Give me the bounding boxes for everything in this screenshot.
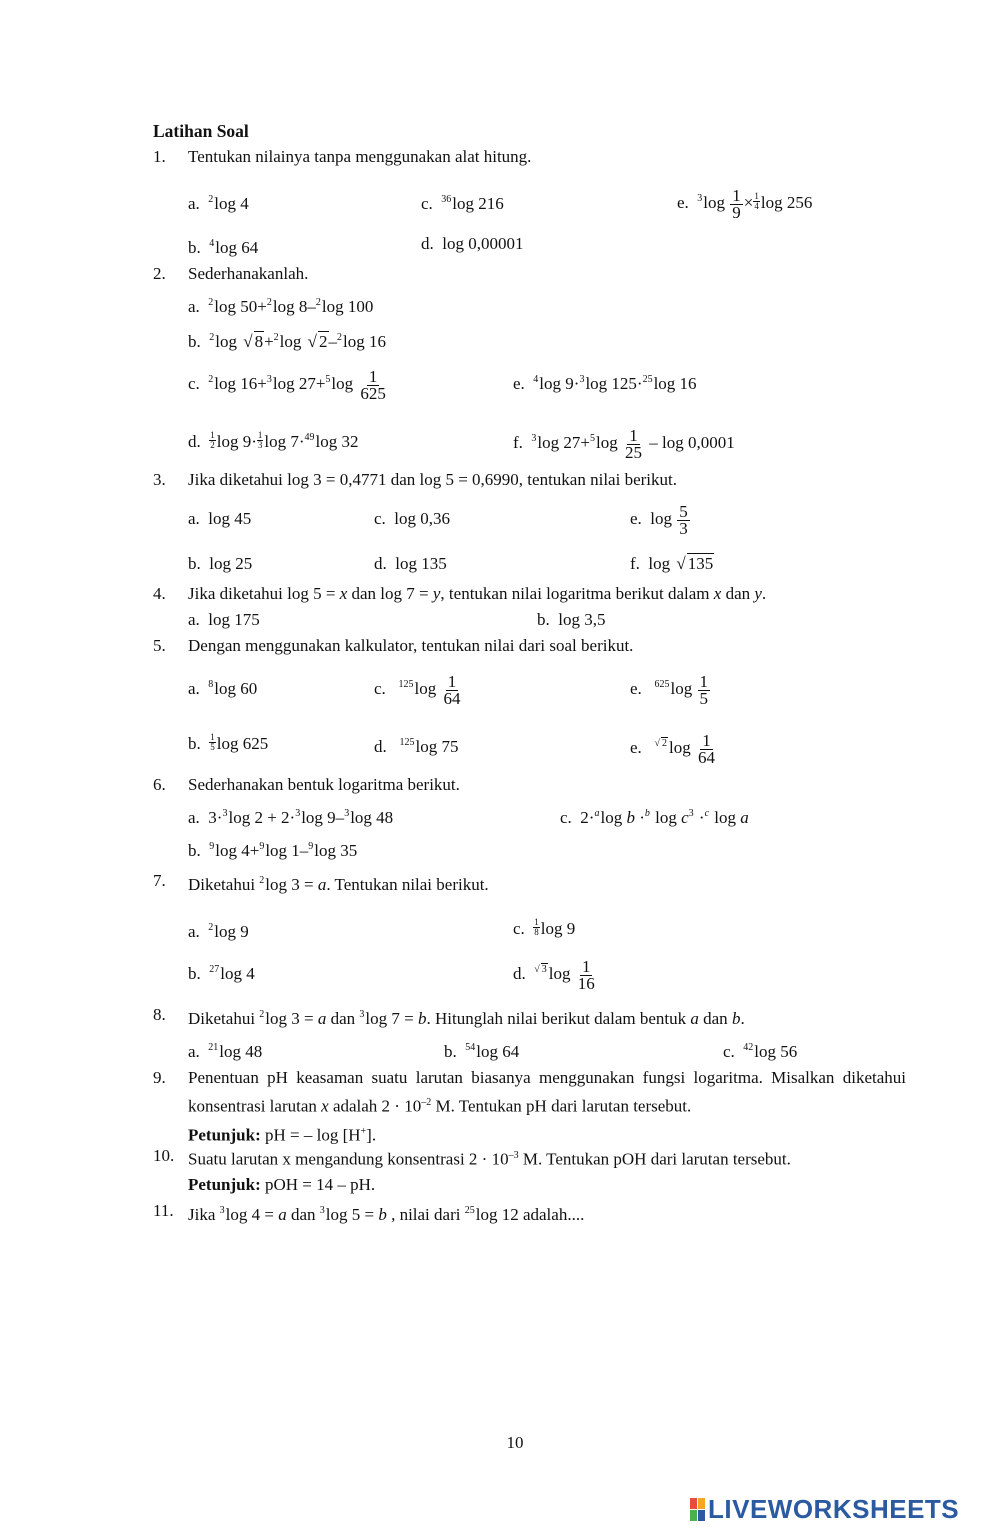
q6-b: b. $^9$log 4+$^9$log 1–$^9$log 35 xyxy=(188,841,358,860)
q2-text: Sederhanakanlah. xyxy=(188,264,309,283)
q5-e2: e. $^{√ 2}$ log $\frac{1}{64}$ xyxy=(630,730,716,767)
logo-text: LIVEWORKSHEETS xyxy=(708,1494,960,1524)
q9-number: 9. xyxy=(153,1068,166,1087)
q3-e: e. log $\frac{5}{3}$ xyxy=(630,501,688,538)
q10-text: Suatu larutan x mengandung konsentrasi $2 \cdot 10^{-3}$ M. Tentukan pOH dari larutan tersebut. Petunjuk: pOH = 14 – pH. xyxy=(188,1149,791,1194)
q1-d: d. log 0,00001 xyxy=(421,234,524,253)
q7-number: 7. xyxy=(153,871,166,890)
q1-number: 1. xyxy=(153,147,166,166)
q7-a: a. $^2$log 9 xyxy=(188,922,249,941)
q1-b: b. $^4$log 64 xyxy=(188,238,259,257)
q4-number: 4. xyxy=(153,584,166,603)
q5-text: Dengan menggunakan kalkulator, tentukan nilai dari soal berikut. xyxy=(188,636,634,655)
q10-number: 10. xyxy=(153,1146,175,1165)
q6-c: c. 2·$^a$log b ·$^b$ $\log c^3 \cdot^c$ log a xyxy=(560,808,749,827)
q3-c: c. log 0,36 xyxy=(374,509,451,528)
q5-number: 5. xyxy=(153,636,166,655)
liveworksheets-logo xyxy=(690,1494,959,1525)
q7-c: c. $\frac{1}{8}$ log 9 xyxy=(513,917,576,938)
q6-number: 6. xyxy=(153,775,166,794)
q5-a: a. $^8$log 60 xyxy=(188,679,258,698)
q1-c: c. $^{36}$log 216 xyxy=(421,194,504,213)
q1-e: e. $^3$log $\frac{1}{9}$ × $\frac{1}{4}$ log 256 xyxy=(677,185,813,222)
q3-a: a. log 45 xyxy=(188,509,252,528)
q2-c: c. $^2$log 16+$^3$log 27+$^5$log $\frac{1}{625}$ xyxy=(188,366,386,403)
q5-c: c. $^{125}$log $\frac{1}{64}$ xyxy=(374,671,461,708)
q8-a: a. $^{21}$log 48 xyxy=(188,1042,263,1061)
page-number: 10 xyxy=(506,1433,524,1452)
q11-text: Jika $^3$log 4 = a dan $^3$log 5 = b , nilai dari $^{25}$log 12 adalah.... xyxy=(188,1205,585,1224)
logo-block-2 xyxy=(698,1498,705,1509)
q2-e: e. $^4$log 9·$^3$log 125·$^{25}$log 16 xyxy=(513,374,697,393)
q8-number: 8. xyxy=(153,1005,166,1024)
q1-text: Tentukan nilainya tanpa menggunakan alat hitung. xyxy=(188,147,532,166)
q6-text: Sederhanakan bentuk logaritma berikut. xyxy=(188,775,460,794)
q2-f: f. $^3$log 27+$^5$log $\frac{1}{25}$ – log 0,0001 xyxy=(513,425,735,462)
q5-d: d. $^{125}$log 75 xyxy=(374,737,459,756)
q2-number: 2. xyxy=(153,264,166,283)
q9-text: Penentuan pH keasaman suatu larutan biasanya menggunakan fungsi logaritma. Misalkan diketahui konsentrasi larutan x adalah $2 \cdot 10^{-2}$ M. Tentukan pH dari larutan tersebut. Petunjuk: pH = – log [H+]. xyxy=(188,1068,906,1145)
q7-b: b. $^{27}$log 4 xyxy=(188,964,255,983)
q8-c: c. $^{42}$log 56 xyxy=(723,1042,798,1061)
logo-block-1 xyxy=(690,1498,697,1509)
q7-d: d. $^{√ 3}$ log $\frac{1}{16}$ xyxy=(513,956,595,993)
logo-mark-icon xyxy=(690,1498,705,1521)
q6-a: a. 3·$^3$log 2 + 2·$^3$log 9–$^3$log 48 xyxy=(188,808,394,827)
q11-number: 11. xyxy=(153,1201,174,1220)
q8-text: Diketahui $^2$log 3 = a dan $^3$log 7 = b. Hitunglah nilai berikut dalam bentuk a dan b. xyxy=(188,1009,745,1028)
q2-d: d. $\frac{1}{2}$ log 9· $\frac{1}{3}$ log 7·$^{49}$log 32 xyxy=(188,430,359,451)
q2-b: b. $^2$log √ 8+$^2$log √ 2–$^2$log 16 xyxy=(188,332,386,351)
q4-text: Jika diketahui log 5 = x dan log 7 = y, tentukan nilai logaritma berikut dalam x dan y. xyxy=(188,584,767,603)
q3-f: f. log √ 135 xyxy=(630,554,714,573)
q2-a: a. $^2$log 50+$^2$log 8–$^2$log 100 xyxy=(188,297,374,316)
q1-a: a. $^2$log 4 xyxy=(188,194,249,213)
q3-number: 3. xyxy=(153,470,166,489)
logo-block-4 xyxy=(698,1510,705,1521)
q3-b: b. log 25 xyxy=(188,554,253,573)
q5-b: b. $\frac{1}{5}$ log 625 xyxy=(188,732,269,753)
logo-block-3 xyxy=(690,1510,697,1521)
q3-d: d. log 135 xyxy=(374,554,447,573)
q4-b: b. log 3,5 xyxy=(537,610,606,629)
q4-a: a. log 175 xyxy=(188,610,260,629)
q3-text: Jika diketahui log 3 = 0,4771 dan log 5 = 0,6990, tentukan nilai berikut. xyxy=(188,470,677,489)
q5-e: e. $^{625}$log $\frac{1}{5}$ xyxy=(630,671,709,708)
section-title: Latihan Soal xyxy=(153,121,249,141)
q8-b: b. $^{54}$log 64 xyxy=(444,1042,520,1061)
q7-text: Diketahui $^2$log 3 = a. Tentukan nilai berikut. xyxy=(188,875,489,894)
